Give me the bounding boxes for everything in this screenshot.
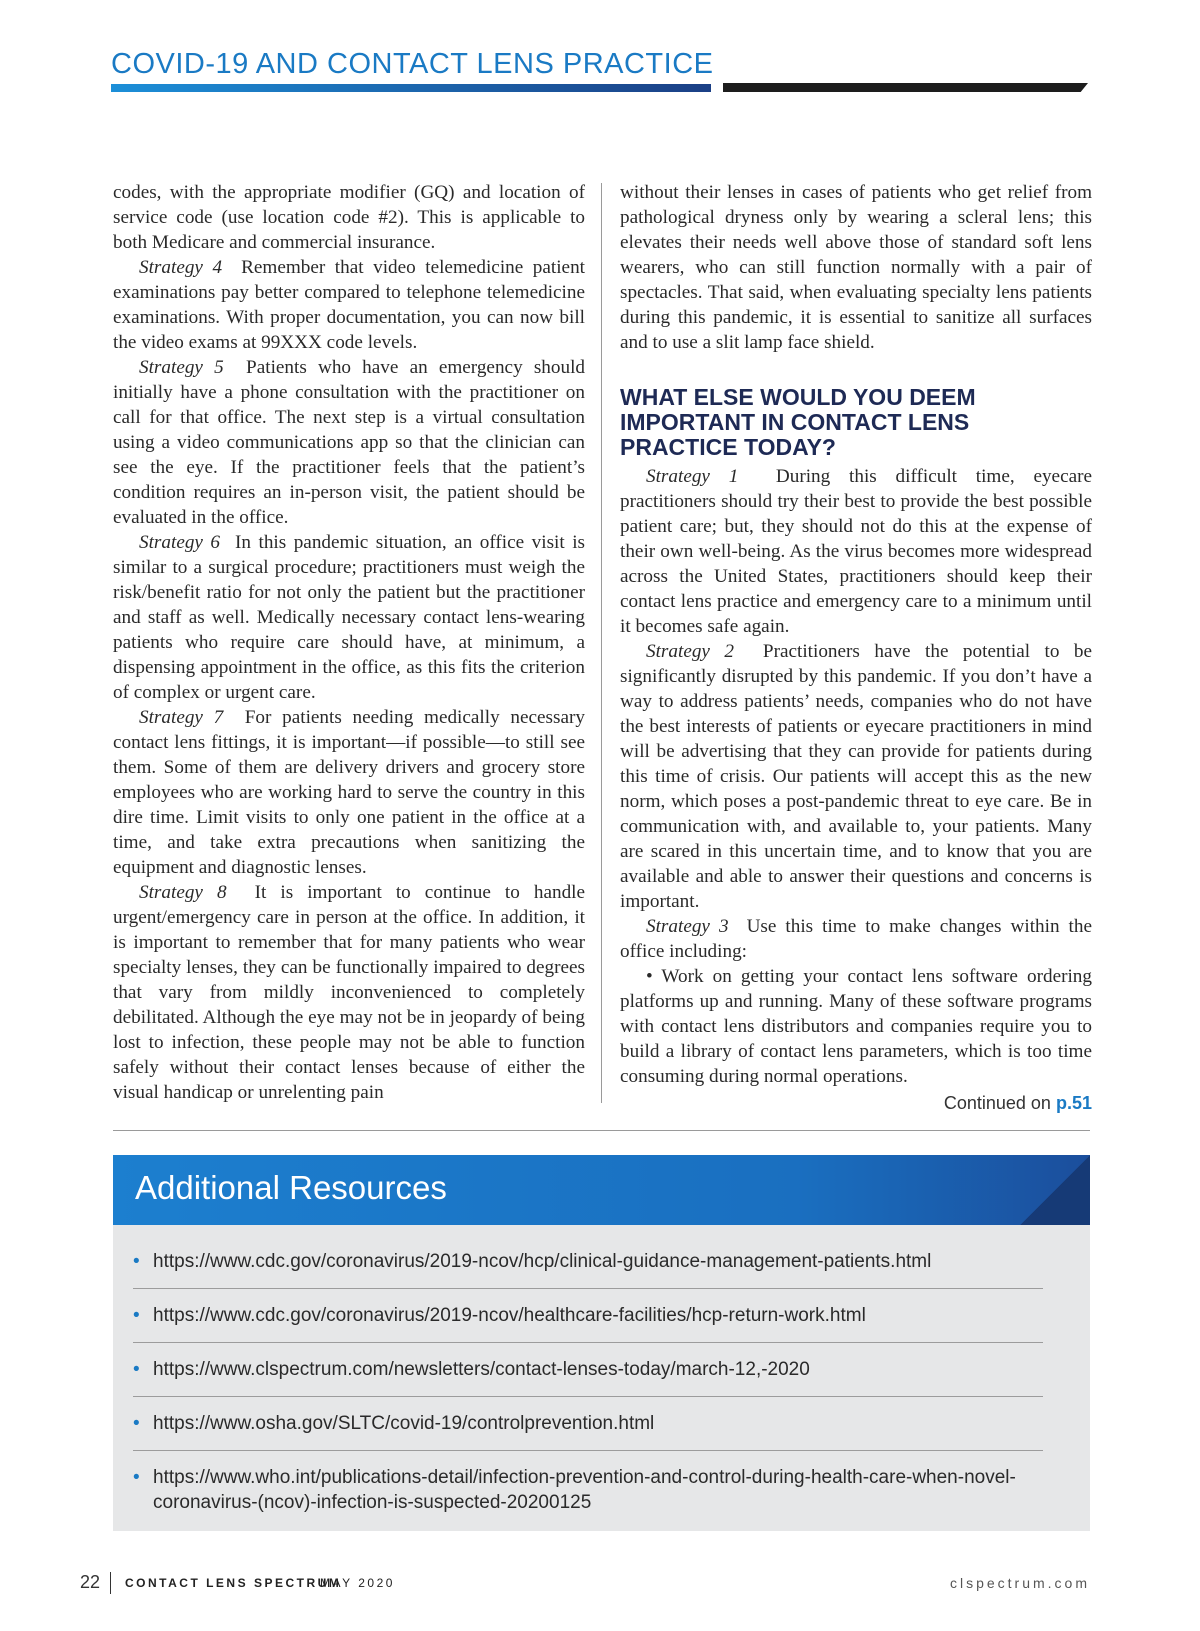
strategy-7-paragraph bbox=[113, 705, 585, 880]
resource-url[interactable]: https://www.cdc.gov/coronavirus/2019-ncov/hcp/clinical-guidance-management-patients.html bbox=[153, 1251, 932, 1272]
strategy-4-paragraph bbox=[113, 255, 585, 355]
strategy-2-paragraph bbox=[620, 639, 1092, 914]
bullet-icon: • bbox=[133, 1251, 140, 1272]
paragraph-text: For patients needing medically necessary contact lens fittings, it is important—if possible—to still see them. Some of them are delivery drivers and grocery store employees who are working hard to serve the country in this dire time. Limit visits to only one patient in the office at a time, and take extra precautions when sanitizing the equipment and diagnostic lenses. bbox=[113, 707, 585, 878]
strategy-3-paragraph bbox=[620, 914, 1092, 964]
paragraph-text: It is important to continue to handle urgent/emergency care in person at the office. In addition, it is important to remember that for many patients who wear specialty lenses, they can be functionally impaired to degrees that vary from mildly inconvenienced to completely debilitated. Although the eye may not be in jeopardy of being lost to infection, these people may not be able to function safely without their contact lenses because of either the visual handicap or unrelenting pain bbox=[113, 882, 586, 1103]
paragraph-text: codes, with the appropriate modifier (GQ) and location of service code (use location code #2). This is applicable to both Medicare and commercial insurance. bbox=[113, 182, 585, 253]
strategy-label: Strategy 6 bbox=[139, 532, 221, 553]
strategy-6-paragraph bbox=[113, 530, 585, 705]
strategy-label: Strategy 8 bbox=[139, 882, 227, 903]
resource-link[interactable] bbox=[133, 1343, 1043, 1397]
right-column bbox=[620, 180, 1092, 1116]
resource-url[interactable]: https://www.osha.gov/SLTC/covid-19/controlprevention.html bbox=[153, 1413, 655, 1434]
magazine-name: CONTACT LENS SPECTRUM bbox=[125, 1576, 342, 1590]
resources-list bbox=[133, 1235, 1043, 1529]
header-rule-blue bbox=[111, 84, 711, 92]
paragraph-text: In this pandemic situation, an office visit is similar to a surgical procedure; practitioners must weigh the risk/benefit ratio for not only the patient but the practitioner and staff as well. Medically necessary contact lens-wearing patients who require care should have, at minimum, a dispensing appointment in the office, as this fits the criterion of complex or urgent care. bbox=[113, 532, 585, 703]
strategy-label: Strategy 1 bbox=[646, 466, 739, 487]
body-bottom-rule bbox=[113, 1130, 1090, 1131]
page-number: 22 bbox=[80, 1572, 101, 1592]
strategy-8-paragraph bbox=[113, 880, 585, 1105]
strategy-label: Strategy 5 bbox=[139, 357, 224, 378]
bullet-icon: • bbox=[133, 1359, 140, 1380]
section-subhead: WHAT ELSE WOULD YOU DEEM IMPORTANT IN CONTACT LENS PRACTICE TODAY? bbox=[620, 384, 976, 460]
paragraph-text: Use this time to make changes within the office including: bbox=[620, 916, 1093, 962]
strategy-label: Strategy 2 bbox=[646, 641, 734, 662]
resource-link[interactable] bbox=[133, 1289, 1043, 1343]
resource-url[interactable]: https://www.clspectrum.com/newsletters/contact-lenses-today/march-12,-2020 bbox=[153, 1359, 810, 1380]
resource-link[interactable] bbox=[133, 1451, 1043, 1529]
continued-line bbox=[620, 1091, 1092, 1116]
resource-link[interactable] bbox=[133, 1397, 1043, 1451]
issue-date: MAY 2020 bbox=[320, 1576, 395, 1590]
paragraph-text: During this difficult time, eyecare practitioners should try their best to provide the best possible patient care; but, they should not do this at the expense of their own well-being. As the virus becomes more widespread across the United States, practitioners should keep their contact lens practice and emergency care to a minimum until it becomes safe again. bbox=[620, 466, 1093, 637]
paragraph-text: Practitioners have the potential to be significantly disrupted by this pandemic. If you don’t have a way to address patients’ needs, companies who do not have the best interests of patients or eyecare practitioners in mind will be advertising that they can provide for patients during this time of crisis. Our patients will accept this as the new norm, which poses a post-pandemic threat to eye care. Be in communication with, and available to, your patients. Many are scared in this uncertain time, and to know that you are available and able to answer their questions and concerns is important. bbox=[620, 641, 1093, 912]
strategy-label: Strategy 7 bbox=[139, 707, 224, 728]
continued-page-link[interactable]: p.51 bbox=[1055, 1093, 1092, 1113]
additional-resources-box bbox=[113, 1155, 1090, 1531]
resource-url[interactable]: https://www.cdc.gov/coronavirus/2019-ncov/healthcare-facilities/hcp-return-work.html bbox=[153, 1305, 866, 1326]
strategy-label: Strategy 4 bbox=[139, 257, 223, 278]
bullet-icon: • bbox=[133, 1467, 140, 1488]
site-url[interactable]: clspectrum.com bbox=[949, 1575, 1090, 1591]
strategy-label: Strategy 3 bbox=[646, 916, 729, 937]
paragraph bbox=[113, 180, 585, 255]
bullet-paragraph: • Work on getting your contact lens software ordering platforms up and running. Many of these software programs with contact lens distributors and companies require you to build a library of contact lens parameters, which is too time consuming during normal operations. bbox=[620, 966, 1092, 1087]
strategy-5-paragraph bbox=[113, 355, 585, 530]
page-footer bbox=[80, 1572, 1090, 1602]
resources-banner bbox=[113, 1155, 1090, 1225]
column-divider bbox=[601, 183, 602, 1103]
resource-link[interactable] bbox=[133, 1235, 1043, 1289]
resources-title: Additional Resources bbox=[135, 1169, 447, 1206]
footer-separator bbox=[110, 1572, 111, 1594]
continued-text: Continued on bbox=[943, 1093, 1051, 1113]
strategy-1-paragraph bbox=[620, 464, 1092, 639]
paragraph-text: Patients who have an emergency should initially have a phone consultation with the practitioner on call for that office. The next step is a virtual consultation using a video communications app so that the clinician can see the eye. If the practitioner feels that the patient’s condition requires an in-person visit, the patient should be evaluated in the office. bbox=[113, 357, 585, 528]
left-column bbox=[113, 180, 585, 1105]
paragraph-text: Remember that video telemedicine patient examinations pay better compared to telephone telemedicine examinations. With proper documentation, you can now bill the video exams at 99XXX code levels. bbox=[113, 257, 585, 353]
section-header bbox=[111, 46, 1091, 94]
paragraph-text: without their lenses in cases of patients who get relief from pathological dryness only by wearing a scleral lens; this elevates their needs well above those of standard soft lens wearers, who can still function normally with a pair of spectacles. That said, when evaluating specialty lens patients during this pandemic, it is essential to sanitize all surfaces and to use a slit lamp face shield. bbox=[620, 182, 1092, 353]
paragraph bbox=[620, 180, 1092, 355]
section-title: COVID-19 AND CONTACT LENS PRACTICE bbox=[111, 48, 714, 80]
resource-url[interactable]: https://www.who.int/publications-detail/infection-prevention-and-control-during-health-care-when-novel-coronavirus-(ncov)-infection-is-suspected-20200125 bbox=[153, 1467, 1016, 1513]
bullet-icon: • bbox=[133, 1305, 140, 1326]
header-rule-dark bbox=[723, 83, 1088, 92]
bullet-icon: • bbox=[133, 1413, 140, 1434]
